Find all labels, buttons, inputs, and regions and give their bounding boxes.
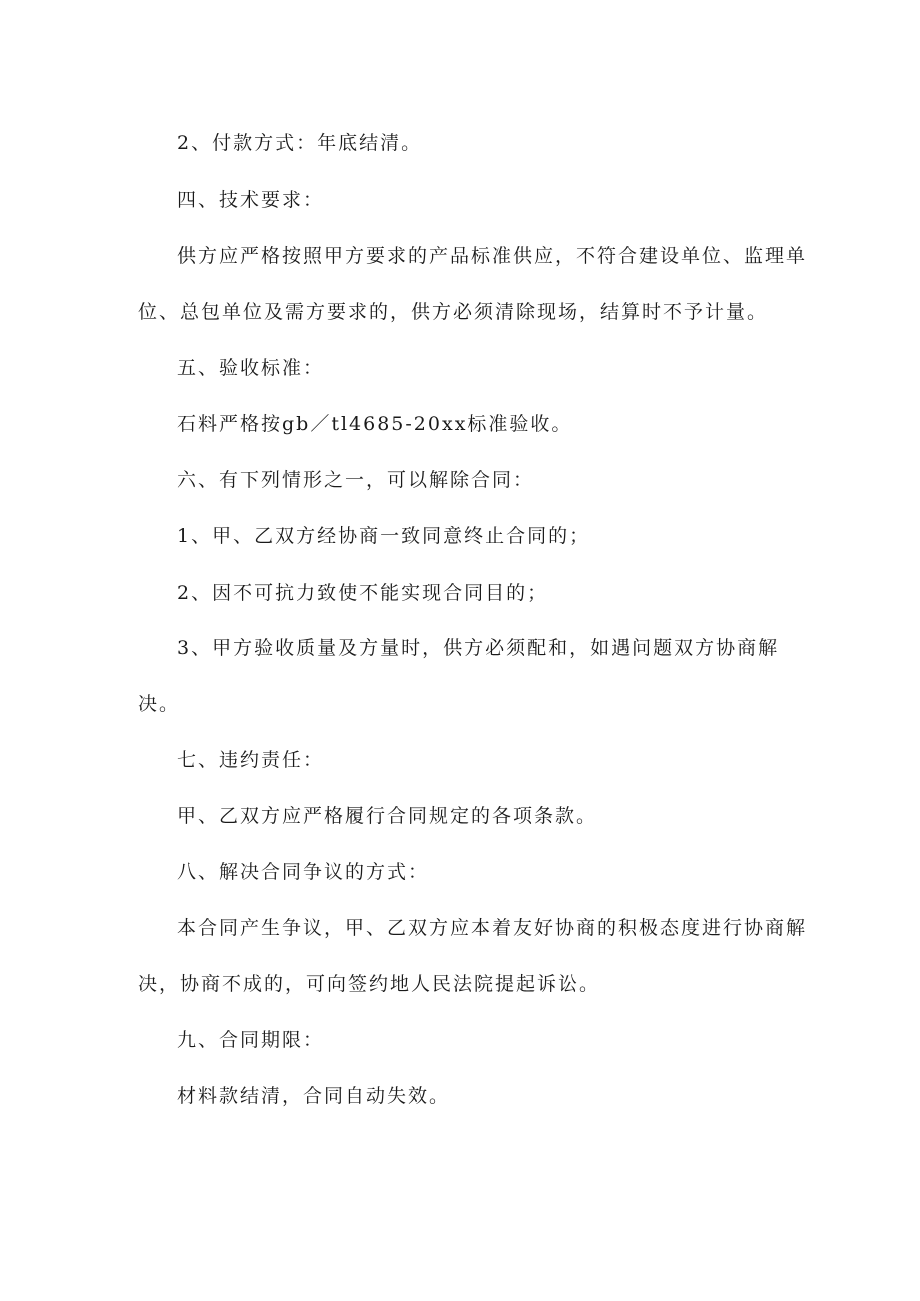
payment-method-line: 2、付款方式：年底结清。 — [177, 132, 423, 154]
termination-item-3-line-1: 3、甲方验收质量及方量时，供方必须配和，如遇问题双方协商解 — [177, 637, 780, 659]
termination-item-1: 1、甲、乙双方经协商一致同意终止合同的； — [177, 525, 591, 547]
dispute-paragraph-line-2: 决，协商不成的，可向签约地人民法院提起诉讼。 — [138, 973, 601, 995]
section-heading-dispute: 八、解决合同争议的方式： — [177, 861, 430, 883]
section-heading-termination: 六、有下列情形之一，可以解除合同： — [177, 469, 535, 491]
liability-paragraph: 甲、乙双方应严格履行合同规定的各项条款。 — [177, 805, 598, 827]
section-heading-term: 九、合同期限： — [177, 1029, 325, 1051]
section-heading-liability: 七、违约责任： — [177, 749, 325, 771]
section-heading-technical: 四、技术要求： — [177, 189, 325, 211]
termination-item-2: 2、因不可抗力致使不能实现合同目的； — [177, 582, 549, 604]
term-paragraph: 材料款结清，合同自动失效。 — [177, 1085, 451, 1107]
acceptance-paragraph: 石料严格按gb／tl4685-20xx标准验收。 — [177, 413, 573, 435]
termination-item-3-line-2: 决。 — [138, 693, 181, 715]
technical-paragraph-line-2: 位、总包单位及需方要求的，供方必须清除现场，结算时不予计量。 — [138, 301, 769, 323]
section-heading-acceptance: 五、验收标准： — [177, 357, 325, 379]
technical-paragraph-line-1: 供方应严格按照甲方要求的产品标准供应，不符合建设单位、监理单 — [177, 245, 808, 267]
dispute-paragraph-line-1: 本合同产生争议，甲、乙双方应本着友好协商的积极态度进行协商解 — [177, 917, 808, 939]
